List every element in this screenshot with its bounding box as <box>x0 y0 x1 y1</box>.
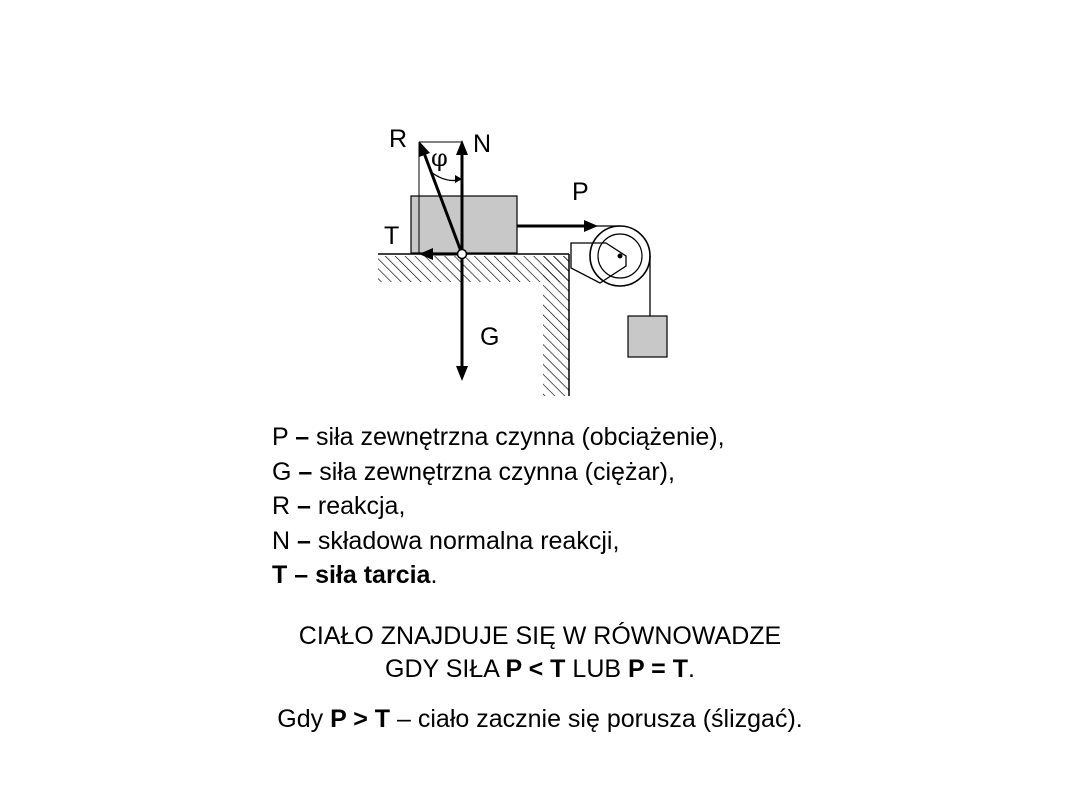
label-phi: φ <box>431 144 448 172</box>
eq3-rest: – ciało zacznie się porusza (ślizgać). <box>390 705 803 733</box>
eq2-cond1: P < T <box>505 655 566 683</box>
equilibrium-line-2 <box>0 655 1080 684</box>
legend-row-r <box>272 489 725 524</box>
hanging-weight <box>628 316 667 357</box>
sliding-condition <box>0 705 1080 734</box>
pulley <box>571 226 650 286</box>
legend-desc: składowa normalna reakcji, <box>310 526 620 555</box>
label-g: G <box>480 323 500 351</box>
legend-row-g <box>272 455 725 490</box>
sliding-block <box>411 196 517 253</box>
label-r: R <box>389 125 408 153</box>
legend-end: . <box>430 561 438 589</box>
legend-dash: – <box>297 492 311 520</box>
legend-symbol: P <box>272 423 289 451</box>
eq2-end: . <box>688 655 695 683</box>
legend-dash: – <box>297 526 311 555</box>
label-t: T <box>384 222 400 250</box>
legend-dash: – <box>294 561 309 589</box>
legend-dash: – <box>298 457 313 486</box>
legend <box>272 420 725 593</box>
equilibrium-line-1: CIAŁO ZNAJDUJE SIĘ W RÓWNOWADZE <box>298 622 782 650</box>
legend-dash: – <box>295 423 310 451</box>
legend-symbol: T <box>272 561 288 589</box>
legend-desc: siła zewnętrzna czynna (ciężar), <box>312 457 675 486</box>
legend-row-t <box>272 558 725 593</box>
force-arrow-p <box>517 220 598 232</box>
legend-row-n <box>272 524 725 559</box>
ground <box>376 250 579 400</box>
eq3-cond: P > T <box>330 705 391 733</box>
legend-desc: siła zewnętrzna czynna (obciążenie), <box>309 423 725 451</box>
legend-desc: siła tarcia <box>308 561 431 589</box>
legend-desc: reakcja, <box>310 492 406 520</box>
eq3-prefix: Gdy <box>277 705 331 733</box>
eq2-mid: LUB <box>565 655 628 683</box>
application-point <box>458 250 467 259</box>
legend-symbol: G <box>272 457 292 486</box>
legend-row-p <box>272 420 725 455</box>
label-p: P <box>572 178 589 206</box>
eq2-cond2: P = T <box>628 655 688 683</box>
legend-symbol: N <box>272 526 291 555</box>
eq2-prefix: GDY SIŁA <box>385 655 506 683</box>
label-n: N <box>473 130 492 158</box>
legend-symbol: R <box>272 492 291 520</box>
